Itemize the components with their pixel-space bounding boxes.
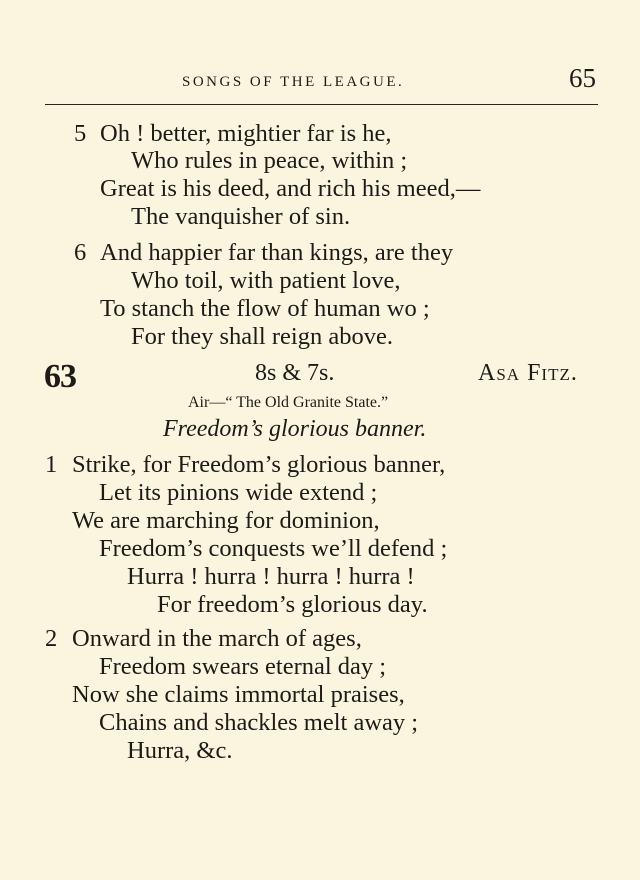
verse-6-line-1: And happier far than kings, are they [100, 239, 454, 266]
hymn-air: Air—“ The Old Granite State.” [188, 394, 389, 411]
hymn-verse-2-number: 2 [45, 625, 58, 652]
verse-6-line-4: For they shall reign above. [131, 323, 393, 350]
verse-5-line-4: The vanquisher of sin. [131, 203, 351, 230]
hymn-verse-1-line-2: Let its pinions wide extend ; [99, 479, 378, 506]
verse-5-line-3: Great is his deed, and rich his meed,— [100, 175, 481, 202]
hymn-composer: Asa Fitz. [478, 360, 578, 386]
hymn-verse-2-line-5: Hurra, &c. [127, 737, 233, 764]
header-rule [45, 104, 598, 105]
hymn-verse-2-line-1: Onward in the march of ages, [72, 625, 362, 652]
verse-5-number: 5 [74, 120, 87, 147]
verse-6-line-3: To stanch the flow of human wo ; [100, 295, 430, 322]
hymn-verse-1-line-6: For freedom’s glorious day. [157, 591, 428, 618]
hymn-verse-1-line-4: Freedom’s conquests we’ll defend ; [99, 535, 448, 562]
verse-6-number: 6 [74, 239, 87, 266]
hymn-verse-1-line-1: Strike, for Freedom’s glorious banner, [72, 451, 446, 478]
hymn-verse-2-line-4: Chains and shackles melt away ; [99, 709, 419, 736]
verse-5-line-2: Who rules in peace, within ; [131, 147, 408, 174]
hymn-verse-2-line-3: Now she claims immortal praises, [72, 681, 405, 708]
hymn-number: 63 [44, 358, 76, 395]
hymn-verse-1-line-3: We are marching for dominion, [72, 507, 380, 534]
verse-5-line-1: Oh ! better, mightier far is he, [100, 120, 392, 147]
hymn-verse-2-line-2: Freedom swears eternal day ; [99, 653, 387, 680]
hymn-title: Freedom’s glorious banner. [163, 416, 427, 442]
page-number: 65 [569, 63, 596, 93]
running-head: SONGS OF THE LEAGUE. [182, 74, 405, 90]
hymn-verse-1-number: 1 [45, 451, 58, 478]
hymn-verse-1-line-5: Hurra ! hurra ! hurra ! hurra ! [127, 563, 415, 590]
hymn-meter: 8s & 7s. [255, 360, 335, 386]
verse-6-line-2: Who toil, with patient love, [131, 267, 401, 294]
